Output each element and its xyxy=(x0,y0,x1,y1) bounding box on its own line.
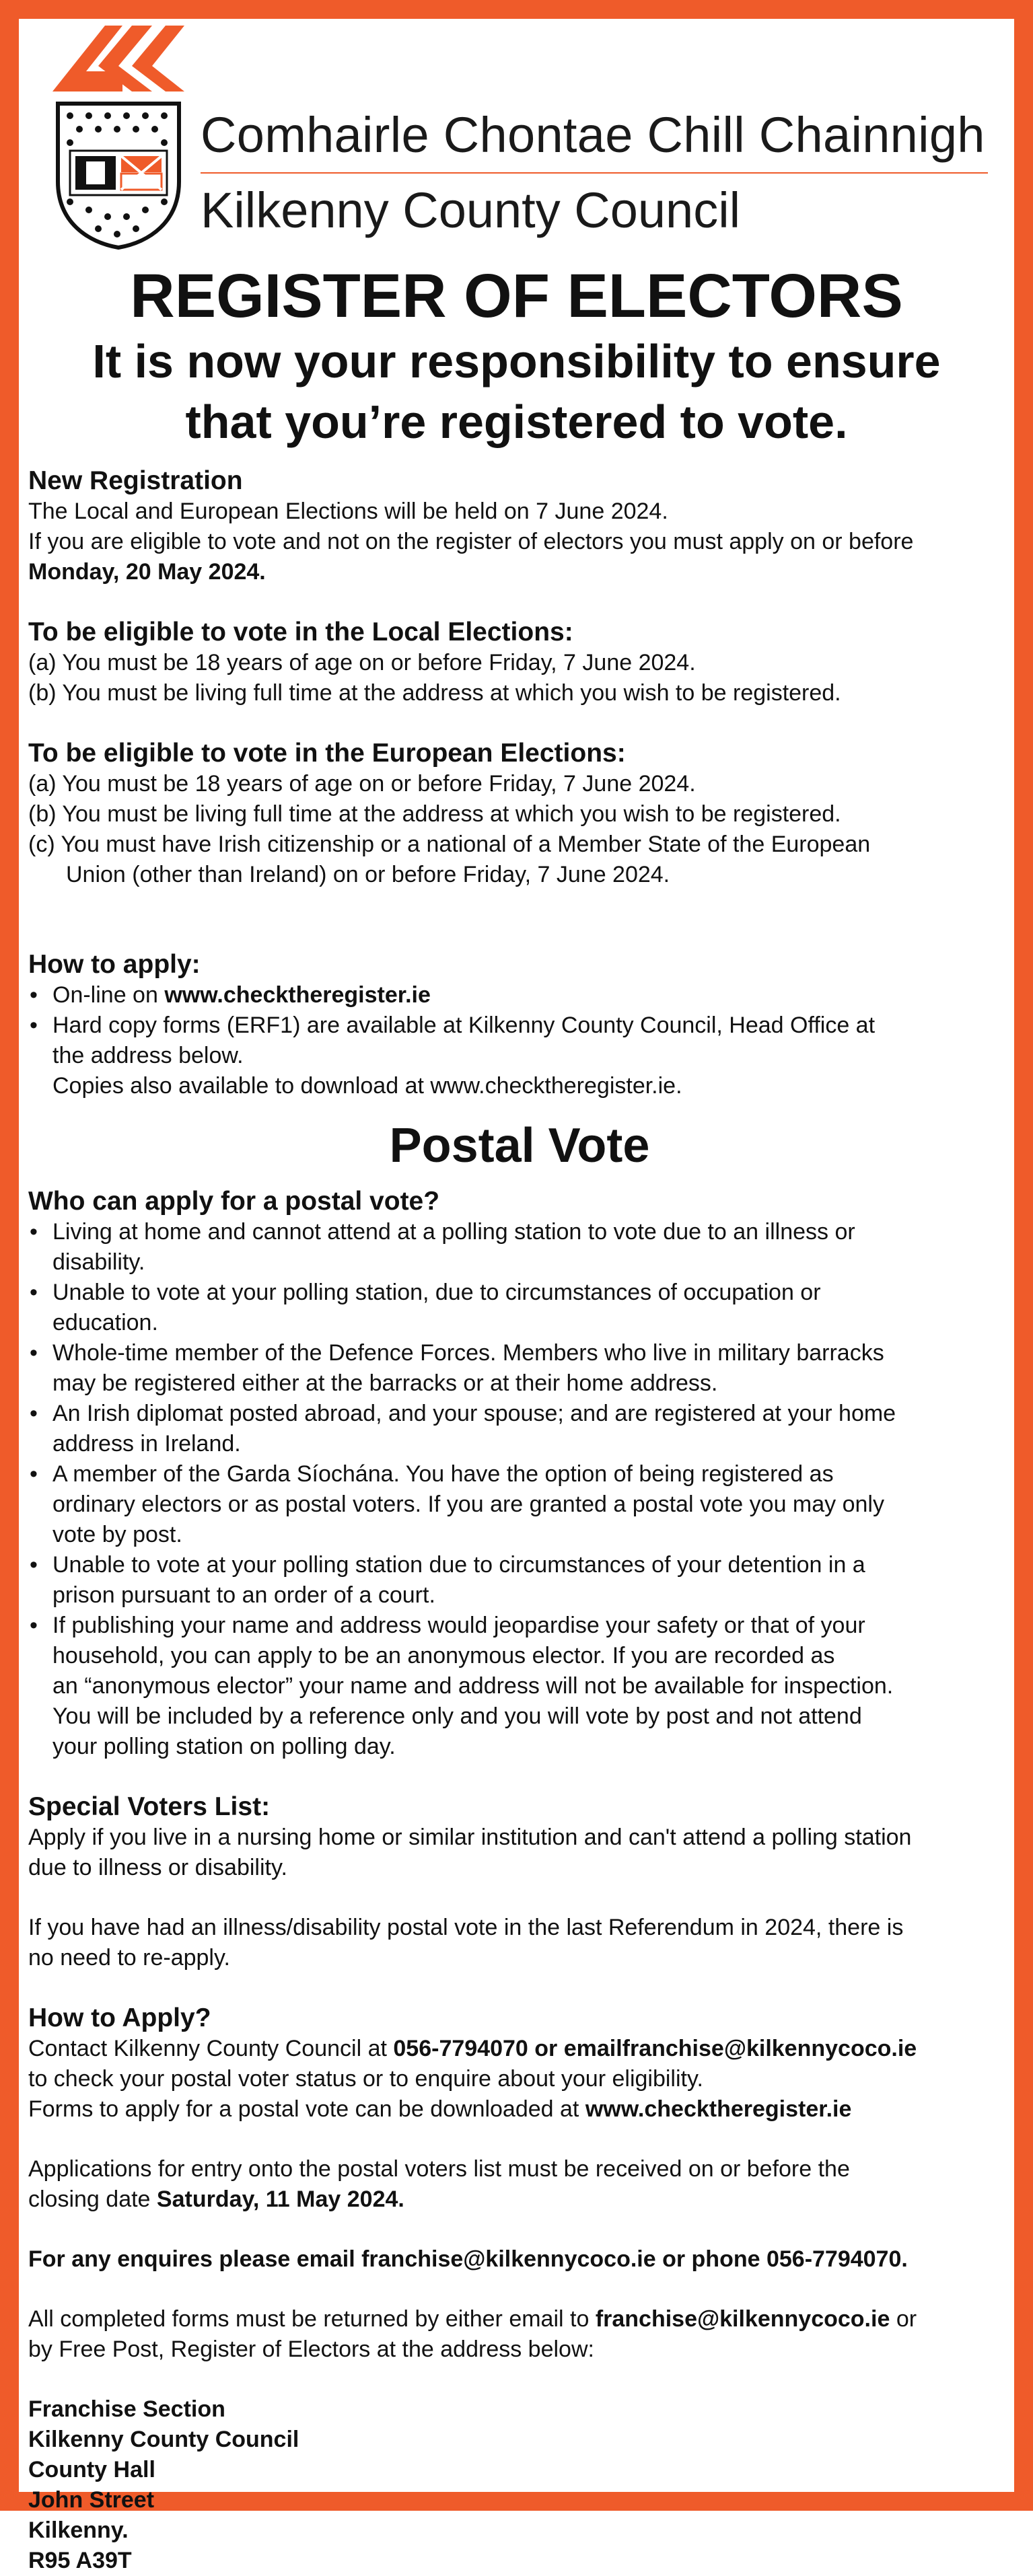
new-registration-line: The Local and European Elections will be held on 7 June 2024. xyxy=(28,499,668,524)
address-line: R95 A39T xyxy=(28,2548,132,2573)
contact-prefix: Contact Kilkenny County Council at xyxy=(28,2036,394,2061)
european-elections-section xyxy=(28,738,1011,890)
address-line: Franchise Section xyxy=(28,2396,225,2422)
postal-item-line: may be registered either at the barracks or at their home address. xyxy=(52,1370,718,1396)
list-item xyxy=(28,1010,1011,1101)
local-requirement-b: (b) You must be living full time at the address at which you wish to be registered. xyxy=(28,680,841,706)
registration-deadline: Monday, 20 May 2024. xyxy=(28,559,266,585)
how-to-apply-postal-section xyxy=(28,2003,1011,2365)
notice-body xyxy=(28,466,1011,2576)
postal-item-line: prison pursuant to an order of a court. xyxy=(52,1582,435,1608)
bullet-icon: • xyxy=(30,1401,38,1426)
address-line: John Street xyxy=(28,2487,155,2513)
new-registration-line: If you are eligible to vote and not on the register of electors you must apply on or before xyxy=(28,529,914,554)
postal-item-line: education. xyxy=(52,1310,158,1335)
postal-item-line: address in Ireland. xyxy=(52,1431,241,1457)
closing-line: Applications for entry onto the postal voters list must be received on or before the xyxy=(28,2156,850,2182)
hard-copy-line: Hard copy forms (ERF1) are available at Kilkenny County Council, Head Office at xyxy=(52,1013,876,1038)
postal-vote-section xyxy=(28,1186,1011,1762)
return-suffix: or xyxy=(890,2306,917,2332)
postal-item-line: ordinary electors or as postal voters. If you are granted a postal vote you may only xyxy=(52,1492,884,1517)
local-elections-section xyxy=(28,617,1011,708)
european-elections-heading: To be eligible to vote in the European Elections: xyxy=(28,739,626,768)
european-requirement-c-cont: Union (other than Ireland) on or before Friday, 7 June 2024. xyxy=(66,862,670,887)
page-subtitle xyxy=(27,331,1006,452)
postal-item-line: Whole-time member of the Defence Forces. Members who live in military barracks xyxy=(52,1340,884,1366)
contact-details[interactable]: 056-7794070 or emailfranchise@kilkennycoco.ie xyxy=(393,2036,917,2061)
special-voters-section xyxy=(28,1792,1011,1973)
bullet-icon: • xyxy=(30,1613,38,1638)
list-item xyxy=(28,1399,1011,1459)
bullet-icon: • xyxy=(30,1013,38,1038)
online-site-link[interactable]: www.checktheregister.ie xyxy=(164,982,431,1008)
postal-item-line: Living at home and cannot attend at a polling station to vote due to an illness or xyxy=(52,1219,855,1245)
special-voters-line: no need to re-apply. xyxy=(28,1945,230,1971)
kilkenny-crest-icon xyxy=(55,101,182,250)
closing-date: Saturday, 11 May 2024. xyxy=(156,2186,404,2212)
page-title: REGISTER OF ELECTORS xyxy=(130,262,903,330)
forms-line xyxy=(28,2094,1011,2125)
council-name-irish: Comhairle Chontae Chill Chainnigh xyxy=(201,107,985,163)
bullet-icon: • xyxy=(30,1461,38,1487)
forms-prefix: Forms to apply for a postal vote can be downloaded at xyxy=(28,2096,585,2122)
european-requirement-a: (a) You must be 18 years of age on or before Friday, 7 June 2024. xyxy=(28,771,696,797)
enquiries-line: For any enquires please email franchise@kilkennycoco.ie or phone 056-7794070. xyxy=(28,2246,908,2272)
special-voters-line: If you have had an illness/disability postal vote in the last Referendum in 2024, there is xyxy=(28,1915,904,1940)
closing-prefix: closing date xyxy=(28,2186,157,2212)
bullet-icon: • xyxy=(30,1552,38,1578)
special-voters-heading: Special Voters List: xyxy=(28,1792,271,1821)
list-item xyxy=(28,1550,1011,1611)
postal-vote-heading: Who can apply for a postal vote? xyxy=(28,1187,440,1216)
contact-line xyxy=(28,2034,1011,2064)
list-item xyxy=(28,1459,1011,1550)
hard-copy-line: Copies also available to download at www.checktheregister.ie. xyxy=(52,1073,682,1099)
how-to-apply-section xyxy=(28,949,1011,1101)
return-line xyxy=(28,2304,1011,2334)
postal-item-line: If publishing your name and address would jeopardise your safety or that of your xyxy=(52,1613,865,1638)
postal-address xyxy=(28,2394,1011,2576)
postal-vote-title: Postal Vote xyxy=(389,1119,650,1173)
list-item xyxy=(28,1338,1011,1399)
online-prefix: On-line on xyxy=(52,982,165,1008)
postal-item-line: A member of the Garda Síochána. You have the option of being registered as xyxy=(52,1461,834,1487)
return-email-link[interactable]: franchise@kilkennycoco.ie xyxy=(595,2306,890,2332)
bullet-icon: • xyxy=(30,1219,38,1245)
closing-date-line xyxy=(28,2184,1011,2215)
postal-item-line: You will be included by a reference only and you will vote by post and not attend xyxy=(52,1703,862,1729)
return-line-2: by Free Post, Register of Electors at the address below: xyxy=(28,2336,594,2362)
address-line: Kilkenny County Council xyxy=(28,2427,299,2452)
bullet-icon: • xyxy=(30,982,38,1008)
return-prefix: All completed forms must be returned by either email to xyxy=(28,2306,596,2332)
address-line: Kilkenny. xyxy=(28,2517,129,2543)
bullet-icon: • xyxy=(30,1280,38,1305)
how-to-apply-heading: How to apply: xyxy=(28,950,201,979)
list-item xyxy=(28,1278,1011,1338)
postal-item-line: disability. xyxy=(52,1249,145,1275)
postal-item-line: an “anonymous elector” your name and address will not be available for inspection. xyxy=(52,1673,894,1699)
address-line: County Hall xyxy=(28,2457,155,2482)
subtitle-line-1: It is now your responsibility to ensure xyxy=(92,335,941,388)
local-requirement-a: (a) You must be 18 years of age on or before Friday, 7 June 2024. xyxy=(28,650,696,675)
how-to-apply-postal-heading: How to Apply? xyxy=(28,2003,211,2032)
postal-item-line: Unable to vote at your polling station due to circumstances of your detention in a xyxy=(52,1552,865,1578)
postal-item-line: your polling station on polling day. xyxy=(52,1734,396,1759)
header-divider xyxy=(201,172,988,174)
new-registration-section xyxy=(28,466,1011,587)
eligibility-line: to check your postal voter status or to enquire about your eligibility. xyxy=(28,2066,703,2092)
special-voters-line: Apply if you live in a nursing home or similar institution and can't attend a polling station xyxy=(28,1825,912,1850)
postal-item-line: vote by post. xyxy=(52,1522,182,1547)
council-name-english: Kilkenny County Council xyxy=(201,182,741,238)
european-requirement-b: (b) You must be living full time at the address at which you wish to be registered. xyxy=(28,801,841,827)
list-item xyxy=(28,1217,1011,1278)
subtitle-line-2: that you’re registered to vote. xyxy=(185,396,848,448)
special-voters-line: due to illness or disability. xyxy=(28,1855,287,1880)
postal-item-line: An Irish diplomat posted abroad, and your spouse; and are registered at your home xyxy=(52,1401,896,1426)
list-item xyxy=(28,1611,1011,1762)
hard-copy-line: the address below. xyxy=(52,1043,244,1068)
list-item xyxy=(28,980,1011,1010)
new-registration-heading: New Registration xyxy=(28,466,243,495)
postal-item-line: Unable to vote at your polling station, due to circumstances of occupation or xyxy=(52,1280,821,1305)
kkcc-chevron-logo-icon xyxy=(52,26,184,91)
forms-site-link[interactable]: www.checktheregister.ie xyxy=(585,2096,852,2122)
bullet-icon: • xyxy=(30,1340,38,1366)
local-elections-heading: To be eligible to vote in the Local Elections: xyxy=(28,618,573,647)
postal-item-line: household, you can apply to be an anonymous elector. If you are recorded as xyxy=(52,1643,835,1668)
european-requirement-c: (c) You must have Irish citizenship or a national of a Member State of the European xyxy=(28,832,871,857)
